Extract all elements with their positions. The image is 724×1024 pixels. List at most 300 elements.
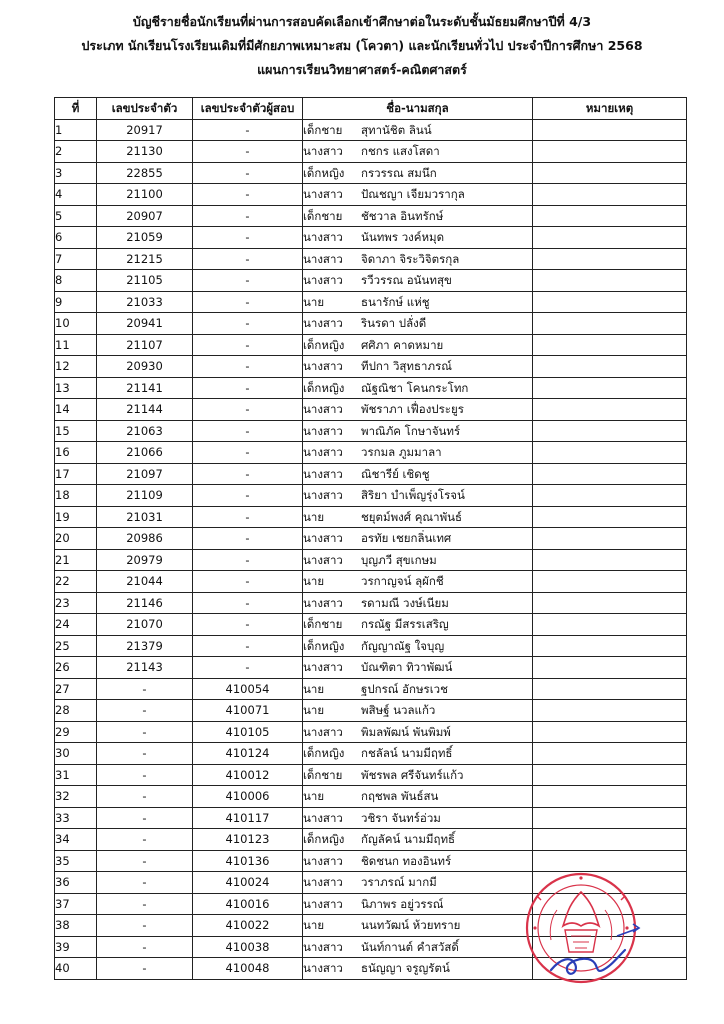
name-prefix: เด็กหญิง <box>303 746 345 761</box>
row-number: 10 <box>55 313 97 335</box>
note <box>533 162 687 184</box>
table-row <box>55 205 687 227</box>
note <box>533 635 687 657</box>
signature-icon <box>521 870 641 990</box>
exam-id: - <box>193 506 303 528</box>
student-name: ฐปกรณ์ อักษรเวช <box>361 681 448 696</box>
row-number: 33 <box>55 807 97 829</box>
student-name-cell <box>303 184 533 206</box>
student-name: กฤชพล พันธ์สน <box>361 789 439 804</box>
exam-id: - <box>193 657 303 679</box>
note <box>533 592 687 614</box>
student-name: บัณฑิตา ทิวาพัฒน์ <box>361 660 453 675</box>
student-id: 20979 <box>97 549 193 571</box>
name-prefix: นาย <box>303 574 325 589</box>
student-name-cell <box>303 356 533 378</box>
student-name: กัญลัคน์ นามมีฤทธิ์ <box>361 832 456 847</box>
exam-id: 410038 <box>193 936 303 958</box>
table-row <box>55 614 687 636</box>
exam-id: 410071 <box>193 700 303 722</box>
student-id: 21130 <box>97 141 193 163</box>
student-id: - <box>97 936 193 958</box>
student-id: - <box>97 786 193 808</box>
student-id: 20917 <box>97 119 193 141</box>
student-name: ณัฐณิชา โคนกระโทก <box>361 380 469 395</box>
student-name-cell <box>303 485 533 507</box>
student-name-cell <box>303 506 533 528</box>
name-prefix: นางสาว <box>303 660 343 675</box>
student-id: 21141 <box>97 377 193 399</box>
student-name: นิภาพร อยู่วรรณ์ <box>361 896 444 911</box>
student-name: ธนัญญา จรูญรัตน์ <box>361 961 450 976</box>
note <box>533 764 687 786</box>
student-name: พาณิภัค โกษาจันทร์ <box>361 423 461 438</box>
table-row <box>55 184 687 206</box>
student-id: - <box>97 915 193 937</box>
student-id: 20986 <box>97 528 193 550</box>
note <box>533 829 687 851</box>
column-header-name: ชื่อ-นามสกุล <box>303 98 533 120</box>
note <box>533 313 687 335</box>
note <box>533 786 687 808</box>
row-number: 8 <box>55 270 97 292</box>
row-number: 27 <box>55 678 97 700</box>
student-name-cell <box>303 915 533 937</box>
student-name-cell <box>303 399 533 421</box>
note <box>533 270 687 292</box>
row-number: 21 <box>55 549 97 571</box>
student-name: พิมลพัฒน์ พันพิมพ์ <box>361 724 451 739</box>
student-name: สุทานัชิต ลินน์ <box>361 122 432 137</box>
table-row <box>55 700 687 722</box>
row-number: 39 <box>55 936 97 958</box>
note <box>533 227 687 249</box>
exam-id: - <box>193 635 303 657</box>
student-name-cell <box>303 420 533 442</box>
table-row <box>55 248 687 270</box>
note <box>533 420 687 442</box>
note <box>533 291 687 313</box>
student-id: 20941 <box>97 313 193 335</box>
exam-id: 410124 <box>193 743 303 765</box>
table-row <box>55 313 687 335</box>
table-row <box>55 721 687 743</box>
name-prefix: เด็กหญิง <box>303 165 345 180</box>
student-name: นนทวัฒน์ ห้วยทราย <box>361 918 461 933</box>
exam-id: 410016 <box>193 893 303 915</box>
note <box>533 743 687 765</box>
exam-id: 410012 <box>193 764 303 786</box>
student-name: วรกมล ภูมมาลา <box>361 445 442 460</box>
exam-id: - <box>193 571 303 593</box>
student-id: 21144 <box>97 399 193 421</box>
row-number: 4 <box>55 184 97 206</box>
table-row <box>55 743 687 765</box>
note <box>533 119 687 141</box>
student-name: กรวรรณ สมนึก <box>361 165 437 180</box>
student-id: 21146 <box>97 592 193 614</box>
student-id: 21063 <box>97 420 193 442</box>
name-prefix: นางสาว <box>303 810 343 825</box>
student-name: ชัชวาล อินทรักษ์ <box>361 208 444 223</box>
note <box>533 850 687 872</box>
student-name-cell <box>303 313 533 335</box>
name-prefix: เด็กชาย <box>303 208 343 223</box>
name-prefix: นางสาว <box>303 402 343 417</box>
note <box>533 356 687 378</box>
exam-id: - <box>193 334 303 356</box>
row-number: 20 <box>55 528 97 550</box>
exam-id: 410105 <box>193 721 303 743</box>
row-number: 25 <box>55 635 97 657</box>
student-name-cell <box>303 141 533 163</box>
name-prefix: นาย <box>303 681 325 696</box>
exam-id: 410054 <box>193 678 303 700</box>
row-number: 3 <box>55 162 97 184</box>
name-prefix: นาย <box>303 509 325 524</box>
student-id: - <box>97 743 193 765</box>
name-prefix: เด็กหญิง <box>303 638 345 653</box>
row-number: 7 <box>55 248 97 270</box>
student-name: ปัณชญา เจียมวรากุล <box>361 187 465 202</box>
student-id: 21066 <box>97 442 193 464</box>
exam-id: - <box>193 549 303 571</box>
student-name-cell <box>303 829 533 851</box>
row-number: 24 <box>55 614 97 636</box>
exam-id: 410123 <box>193 829 303 851</box>
table-row <box>55 356 687 378</box>
table-row <box>55 463 687 485</box>
student-name-cell <box>303 571 533 593</box>
student-name-cell <box>303 743 533 765</box>
student-roster-table <box>54 97 687 980</box>
student-id: - <box>97 700 193 722</box>
exam-id: - <box>193 270 303 292</box>
table-row <box>55 571 687 593</box>
student-id: - <box>97 893 193 915</box>
student-name: พสิษฐ์ นวลแก้ว <box>361 703 436 718</box>
exam-id: - <box>193 592 303 614</box>
row-number: 29 <box>55 721 97 743</box>
table-row <box>55 119 687 141</box>
note <box>533 721 687 743</box>
student-id: 22855 <box>97 162 193 184</box>
student-id: 21070 <box>97 614 193 636</box>
student-name-cell <box>303 893 533 915</box>
name-prefix: เด็กหญิง <box>303 380 345 395</box>
school-seal <box>521 870 641 990</box>
student-id: 20907 <box>97 205 193 227</box>
student-name-cell <box>303 205 533 227</box>
student-name-cell <box>303 678 533 700</box>
row-number: 40 <box>55 958 97 980</box>
row-number: 6 <box>55 227 97 249</box>
table-row <box>55 334 687 356</box>
student-name-cell <box>303 872 533 894</box>
student-name: วชิรา จันทร์อ่วม <box>361 810 441 825</box>
student-name-cell <box>303 657 533 679</box>
student-name-cell <box>303 248 533 270</box>
student-name: นันท์กานต์ คำสวัสดิ์ <box>361 939 459 954</box>
student-id: 21105 <box>97 270 193 292</box>
table-row <box>55 270 687 292</box>
student-name: สิริยา บำเพ็ญรุ่งโรจน์ <box>361 488 465 503</box>
name-prefix: นางสาว <box>303 875 343 890</box>
student-name: กชกร แสงโสดา <box>361 144 440 159</box>
student-name: ชิดชนก ทองอินทร์ <box>361 853 452 868</box>
row-number: 19 <box>55 506 97 528</box>
name-prefix: นางสาว <box>303 316 343 331</box>
student-id: 21215 <box>97 248 193 270</box>
note <box>533 549 687 571</box>
student-name: กัญญาณัฐ ใจบุญ <box>361 638 445 653</box>
note <box>533 377 687 399</box>
row-number: 15 <box>55 420 97 442</box>
student-id: 21044 <box>97 571 193 593</box>
row-number: 13 <box>55 377 97 399</box>
student-name: รินรดา ปลั่งดี <box>361 316 427 331</box>
student-name-cell <box>303 721 533 743</box>
column-header-no: ที่ <box>55 98 97 120</box>
row-number: 26 <box>55 657 97 679</box>
student-name-cell <box>303 528 533 550</box>
student-name: ณิชารีย์ เชิดชู <box>361 466 430 481</box>
exam-id: 410024 <box>193 872 303 894</box>
student-name-cell <box>303 549 533 571</box>
name-prefix: นาย <box>303 294 325 309</box>
student-name: วราภรณ์ มากมี <box>361 875 437 890</box>
row-number: 14 <box>55 399 97 421</box>
name-prefix: นางสาว <box>303 423 343 438</box>
student-name: วรกาญจน์ ลุผักชี <box>361 574 444 589</box>
student-name: ทีปกา วิสุทธาภรณ์ <box>361 359 452 374</box>
student-name-cell <box>303 291 533 313</box>
name-prefix: นางสาว <box>303 445 343 460</box>
table-row <box>55 399 687 421</box>
note <box>533 807 687 829</box>
student-name-cell <box>303 592 533 614</box>
name-prefix: เด็กหญิง <box>303 337 345 352</box>
row-number: 38 <box>55 915 97 937</box>
exam-id: 410006 <box>193 786 303 808</box>
table-row <box>55 162 687 184</box>
exam-id: 410022 <box>193 915 303 937</box>
student-id: - <box>97 678 193 700</box>
name-prefix: นางสาว <box>303 961 343 976</box>
exam-id: - <box>193 248 303 270</box>
student-name-cell <box>303 936 533 958</box>
row-number: 17 <box>55 463 97 485</box>
exam-id: - <box>193 442 303 464</box>
student-id: 21033 <box>97 291 193 313</box>
note <box>533 485 687 507</box>
student-name-cell <box>303 764 533 786</box>
row-number: 9 <box>55 291 97 313</box>
student-id: - <box>97 850 193 872</box>
table-row <box>55 657 687 679</box>
column-header-exam-id: เลขประจำตัวผู้สอบ <box>193 98 303 120</box>
exam-id: - <box>193 313 303 335</box>
table-row <box>55 786 687 808</box>
table-row <box>55 850 687 872</box>
student-id: 20930 <box>97 356 193 378</box>
document-header <box>0 10 724 82</box>
name-prefix: นางสาว <box>303 939 343 954</box>
student-name-cell <box>303 377 533 399</box>
student-name: อรทัย เชยกลิ่นเทศ <box>361 531 452 546</box>
student-name: บุญภวี สุขเกษม <box>361 552 437 567</box>
name-prefix: นางสาว <box>303 595 343 610</box>
table-row <box>55 592 687 614</box>
note <box>533 657 687 679</box>
table-row <box>55 678 687 700</box>
student-name-cell <box>303 463 533 485</box>
note <box>533 571 687 593</box>
student-name-cell <box>303 635 533 657</box>
exam-id: - <box>193 377 303 399</box>
name-prefix: เด็กหญิง <box>303 832 345 847</box>
name-prefix: เด็กชาย <box>303 122 343 137</box>
row-number: 30 <box>55 743 97 765</box>
row-number: 34 <box>55 829 97 851</box>
exam-id: - <box>193 119 303 141</box>
row-number: 16 <box>55 442 97 464</box>
name-prefix: นางสาว <box>303 144 343 159</box>
row-number: 1 <box>55 119 97 141</box>
name-prefix: นางสาว <box>303 273 343 288</box>
student-name-cell <box>303 162 533 184</box>
name-prefix: นางสาว <box>303 359 343 374</box>
student-id: - <box>97 958 193 980</box>
name-prefix: นางสาว <box>303 230 343 245</box>
note <box>533 506 687 528</box>
exam-id: - <box>193 205 303 227</box>
note <box>533 205 687 227</box>
table-row <box>55 528 687 550</box>
study-program: แผนการเรียนวิทยาศาสตร์-คณิตศาสตร์ <box>257 62 467 77</box>
student-id: - <box>97 807 193 829</box>
exam-id: - <box>193 356 303 378</box>
row-number: 28 <box>55 700 97 722</box>
exam-id: - <box>193 528 303 550</box>
column-header-student-id: เลขประจำตัว <box>97 98 193 120</box>
note <box>533 334 687 356</box>
note <box>533 399 687 421</box>
name-prefix: นางสาว <box>303 853 343 868</box>
student-name: กรณัฐ มีสรรเสริญ <box>361 617 449 632</box>
student-name-cell <box>303 442 533 464</box>
student-id: 21379 <box>97 635 193 657</box>
exam-id: 410117 <box>193 807 303 829</box>
column-header-note: หมายเหตุ <box>533 98 687 120</box>
student-id: 21143 <box>97 657 193 679</box>
name-prefix: นาย <box>303 703 325 718</box>
table-row <box>55 227 687 249</box>
student-name-cell <box>303 119 533 141</box>
note <box>533 248 687 270</box>
table-row <box>55 420 687 442</box>
row-number: 11 <box>55 334 97 356</box>
note <box>533 614 687 636</box>
exam-id: - <box>193 420 303 442</box>
name-prefix: นางสาว <box>303 896 343 911</box>
student-name-cell <box>303 850 533 872</box>
name-prefix: นางสาว <box>303 724 343 739</box>
table-row <box>55 635 687 657</box>
student-id: - <box>97 721 193 743</box>
table-header-row <box>55 98 687 120</box>
name-prefix: นางสาว <box>303 531 343 546</box>
table-row <box>55 829 687 851</box>
student-id: - <box>97 764 193 786</box>
row-number: 31 <box>55 764 97 786</box>
student-id: - <box>97 872 193 894</box>
student-name: ศศิภา คาดหมาย <box>361 337 444 352</box>
student-name-cell <box>303 227 533 249</box>
student-id: 21059 <box>97 227 193 249</box>
student-name: รดามณี วงษ์เนียม <box>361 595 449 610</box>
row-number: 35 <box>55 850 97 872</box>
student-name-cell <box>303 334 533 356</box>
note <box>533 678 687 700</box>
student-name: ชยุตม์พงศ์ คุณาพันธ์ <box>361 509 463 524</box>
document-subtitle: ประเภท นักเรียนโรงเรียนเดิมที่มีศักยภาพเหมาะสม (โควตา) และนักเรียนทั่วไป ประจำปีการศึกษา 2568 <box>81 38 643 53</box>
exam-id: - <box>193 291 303 313</box>
student-name-cell <box>303 786 533 808</box>
name-prefix: นางสาว <box>303 251 343 266</box>
row-number: 2 <box>55 141 97 163</box>
name-prefix: เด็กชาย <box>303 767 343 782</box>
row-number: 36 <box>55 872 97 894</box>
name-prefix: นางสาว <box>303 187 343 202</box>
student-name-cell <box>303 700 533 722</box>
student-id: 21100 <box>97 184 193 206</box>
note <box>533 528 687 550</box>
student-name: นันทพร วงค์หมุด <box>361 230 445 245</box>
exam-id: - <box>193 463 303 485</box>
table-row <box>55 807 687 829</box>
exam-id: 410136 <box>193 850 303 872</box>
exam-id: - <box>193 614 303 636</box>
row-number: 12 <box>55 356 97 378</box>
student-name: กชลัลน์ นามมีฤทธิ์ <box>361 746 453 761</box>
student-name: พัชราภา เฟื่องประยูร <box>361 402 464 417</box>
exam-id: - <box>193 485 303 507</box>
exam-id: - <box>193 162 303 184</box>
table-body <box>55 119 687 979</box>
exam-id: - <box>193 227 303 249</box>
row-number: 37 <box>55 893 97 915</box>
document-title: บัญชีรายชื่อนักเรียนที่ผ่านการสอบคัดเลือกเข้าศึกษาต่อในระดับชั้นมัธยมศึกษาปีที่ 4/3 <box>132 14 592 29</box>
note <box>533 184 687 206</box>
row-number: 22 <box>55 571 97 593</box>
exam-id: - <box>193 184 303 206</box>
table-row <box>55 485 687 507</box>
student-name: พัชรพล ศรีจันทร์แก้ว <box>361 767 464 782</box>
name-prefix: นางสาว <box>303 488 343 503</box>
student-name-cell <box>303 270 533 292</box>
student-name-cell <box>303 614 533 636</box>
note <box>533 700 687 722</box>
student-id: 21109 <box>97 485 193 507</box>
row-number: 23 <box>55 592 97 614</box>
student-name: รวีวรรณ อนันทสุข <box>361 273 452 288</box>
exam-id: - <box>193 399 303 421</box>
student-name-cell <box>303 807 533 829</box>
note <box>533 141 687 163</box>
student-id: 21031 <box>97 506 193 528</box>
student-id: 21097 <box>97 463 193 485</box>
